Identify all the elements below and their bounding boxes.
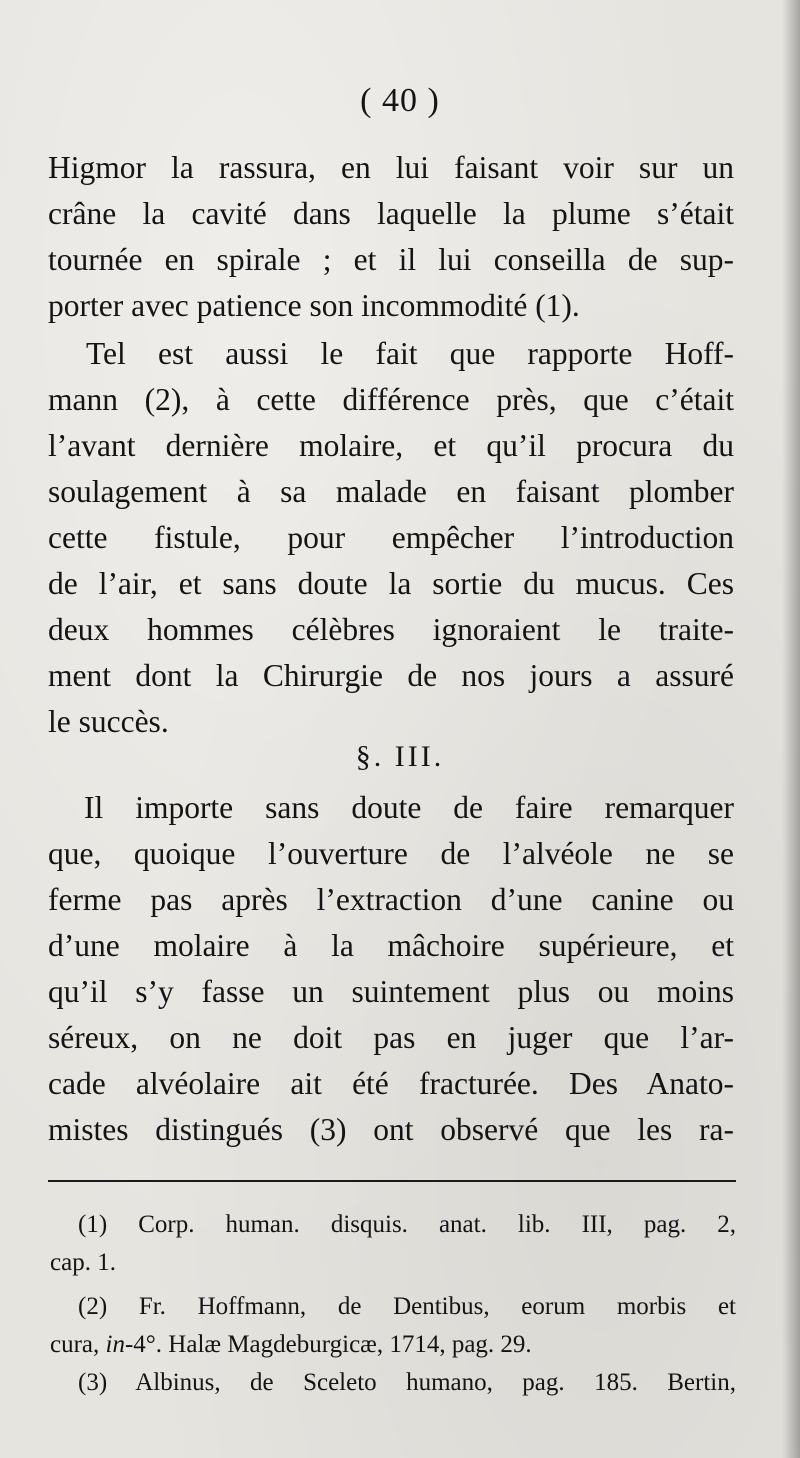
text-line: ment dont la Chirurgie de nos jours a assuré xyxy=(48,658,734,693)
text-line: qu’il s’y fasse un suintement plus ou moins xyxy=(48,974,734,1009)
footnote-1-line-1: (1) Corp. human. disquis. anat. lib. III, pag. 2, xyxy=(78,1211,736,1238)
page-number: ( 40 ) xyxy=(360,82,440,119)
text-line: ferme pas après l’extraction d’une canine ou xyxy=(48,882,734,917)
text-line: porter avec patience son incommodité (1). xyxy=(48,288,580,323)
footnote-2-text: cura, xyxy=(50,1331,106,1358)
footnote-2-text-post: -4°. Halæ Magdeburgicæ, 1714, pag. 29. xyxy=(124,1331,532,1358)
text-line: cade alvéolaire ait été fracturée. Des Anato- xyxy=(48,1066,734,1101)
section-heading: §. III. xyxy=(355,740,445,773)
text-line: de l’air, et sans doute la sortie du mucus. Ces xyxy=(48,566,734,601)
text-line: cette fistule, pour empêcher l’introduction xyxy=(48,520,734,555)
footnote-2-italic: in xyxy=(105,1331,125,1358)
text-line: crâne la cavité dans laquelle la plume s’était xyxy=(48,196,734,231)
text-line: mistes distingués (3) ont observé que les ra- xyxy=(48,1112,734,1147)
text-line: mann (2), à cette différence près, que c’était xyxy=(48,382,734,417)
footnote-1-line-2: cap. 1. xyxy=(50,1249,116,1276)
footnote-3-line-1: (3) Albinus, de Sceleto humano, pag. 185. Bertin, xyxy=(78,1369,736,1396)
footnote-2-line-2 xyxy=(50,1328,736,1362)
text-line: que, quoique l’ouverture de l’alvéole ne se xyxy=(48,836,734,871)
text-line: tournée en spirale ; et il lui conseilla de sup- xyxy=(48,242,734,277)
text-line: le succès. xyxy=(48,704,169,739)
text-line: deux hommes célèbres ignoraient le traite- xyxy=(48,612,734,647)
text-line: Tel est aussi le fait que rapporte Hoff- xyxy=(86,336,734,371)
text-line: l’avant dernière molaire, et qu’il procura du xyxy=(48,428,734,463)
footnote-2-line-1: (2) Fr. Hoffmann, de Dentibus, eorum morbis et xyxy=(78,1293,736,1320)
text-line: Higmor la rassura, en lui faisant voir sur un xyxy=(48,150,734,185)
text-line: Il importe sans doute de faire remarquer xyxy=(84,790,734,825)
page-edge-shadow xyxy=(782,0,800,1458)
footnote-rule xyxy=(48,1180,736,1182)
text-line: d’une molaire à la mâchoire supérieure, et xyxy=(48,928,734,963)
text-line: soulagement à sa malade en faisant plomber xyxy=(48,474,734,509)
text-line: séreux, on ne doit pas en juger que l’ar- xyxy=(48,1020,734,1055)
